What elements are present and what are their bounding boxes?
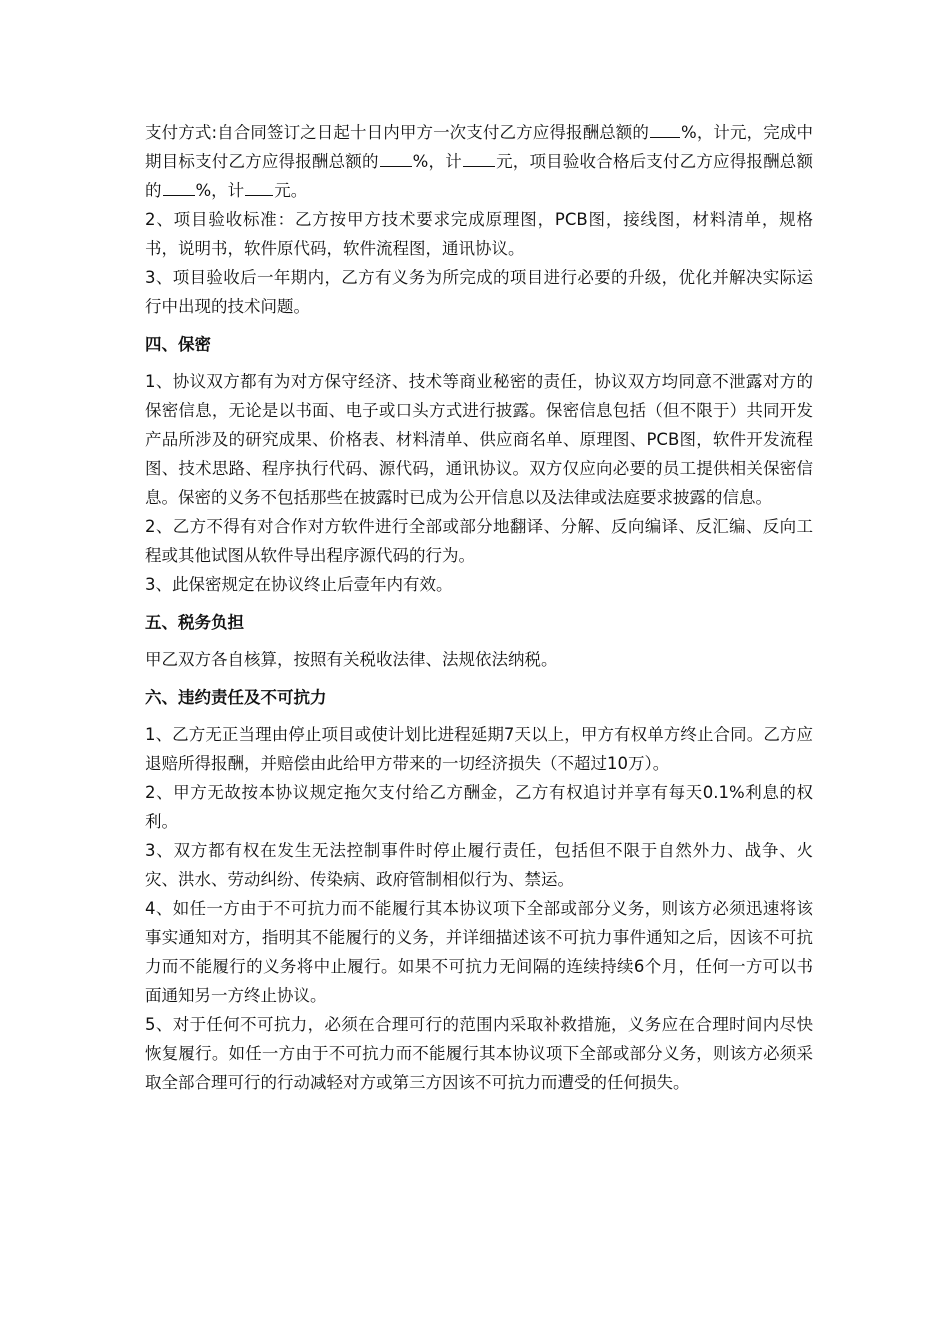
payment-text-4: 元，项目验收合格后支付乙方应得报酬总额的	[145, 152, 814, 200]
confidentiality-item-2: 2、乙方不得有对合作对方软件进行全部或部分地翻译、分解、反向编译、反汇编、反向工程或其他试图从软件导出程序源代码的行为。	[145, 517, 813, 565]
section-heading-liability: 六、违约责任及不可抗力	[145, 688, 327, 707]
confidentiality-item-3: 3、此保密规定在协议终止后壹年内有效。	[145, 575, 453, 594]
payment-text-2: %，计元，完成中期目标支付乙方应得报酬总额的	[145, 123, 813, 171]
blank-amount-midterm	[463, 148, 495, 167]
liability-item-1: 1、乙方无正当理由停止项目或使计划比进程延期7天以上，甲方有权单方终止合同。乙方应退赔所得报酬，并赔偿由此给甲方带来的一切经济损失（不超过10万）。	[145, 725, 813, 773]
blank-percent-midterm	[380, 148, 412, 167]
blank-percent-final	[163, 177, 195, 196]
payment-text-1: 支付方式:自合同签订之日起十日内甲方一次支付乙方应得报酬总额的	[145, 123, 650, 142]
payment-text-3: %，计	[412, 152, 462, 171]
tax-paragraph: 甲乙双方各自核算，按照有关税收法律、法规依法纳税。	[145, 650, 558, 669]
blank-percent-initial	[650, 119, 680, 138]
payment-text-6: 元。	[274, 181, 308, 200]
post-acceptance-paragraph: 3、项目验收后一年期内，乙方有义务为所完成的项目进行必要的升级，优化并解决实际运行中出现的技术问题。	[145, 268, 813, 316]
document-body	[145, 118, 813, 1097]
liability-item-5: 5、对于任何不可抗力，必须在合理可行的范围内采取补救措施，义务应在合理时间内尽快恢复履行。如任一方由于不可抗力而不能履行其本协议项下全部或部分义务，则该方必须采取全部合理可行的行动减轻对方或第三方因该不可抗力而遭受的任何损失。	[145, 1015, 813, 1092]
liability-item-3: 3、双方都有权在发生无法控制事件时停止履行责任，包括但不限于自然外力、战争、火灾、洪水、劳动纠纷、传染病、政府管制相似行为、禁运。	[145, 841, 813, 889]
section-heading-tax: 五、税务负担	[145, 613, 244, 632]
liability-item-2: 2、甲方无故按本协议规定拖欠支付给乙方酬金，乙方有权追讨并享有每天0.1%利息的权利。	[145, 783, 813, 831]
liability-item-4: 4、如任一方由于不可抗力而不能履行其本协议项下全部或部分义务，则该方必须迅速将该事实通知对方，指明其不能履行的义务，并详细描述该不可抗力事件通知之后，因该不可抗力而不能履行的义务将中止履行。如果不可抗力无间隔的连续持续6个月，任何一方可以书面通知另一方终止协议。	[145, 899, 813, 1005]
payment-terms-paragraph	[145, 118, 813, 205]
blank-amount-final	[245, 177, 273, 196]
confidentiality-item-1: 1、协议双方都有为对方保守经济、技术等商业秘密的责任，协议双方均同意不泄露对方的保密信息，无论是以书面、电子或口头方式进行披露。保密信息包括（但不限于）共同开发产品所涉及的研究成果、价格表、材料清单、供应商名单、原理图、PCB图，软件开发流程图、技术思路、程序执行代码、源代码，通讯协议。双方仅应向必要的员工提供相关保密信息。保密的义务不包括那些在披露时已成为公开信息以及法律或法庭要求披露的信息。	[145, 372, 813, 507]
payment-text-5: %，计	[195, 181, 245, 200]
section-heading-confidentiality: 四、保密	[145, 335, 211, 354]
acceptance-standard-paragraph: 2、项目验收标准：乙方按甲方技术要求完成原理图，PCB图，接线图，材料清单，规格书，说明书，软件原代码，软件流程图，通讯协议。	[145, 210, 813, 258]
